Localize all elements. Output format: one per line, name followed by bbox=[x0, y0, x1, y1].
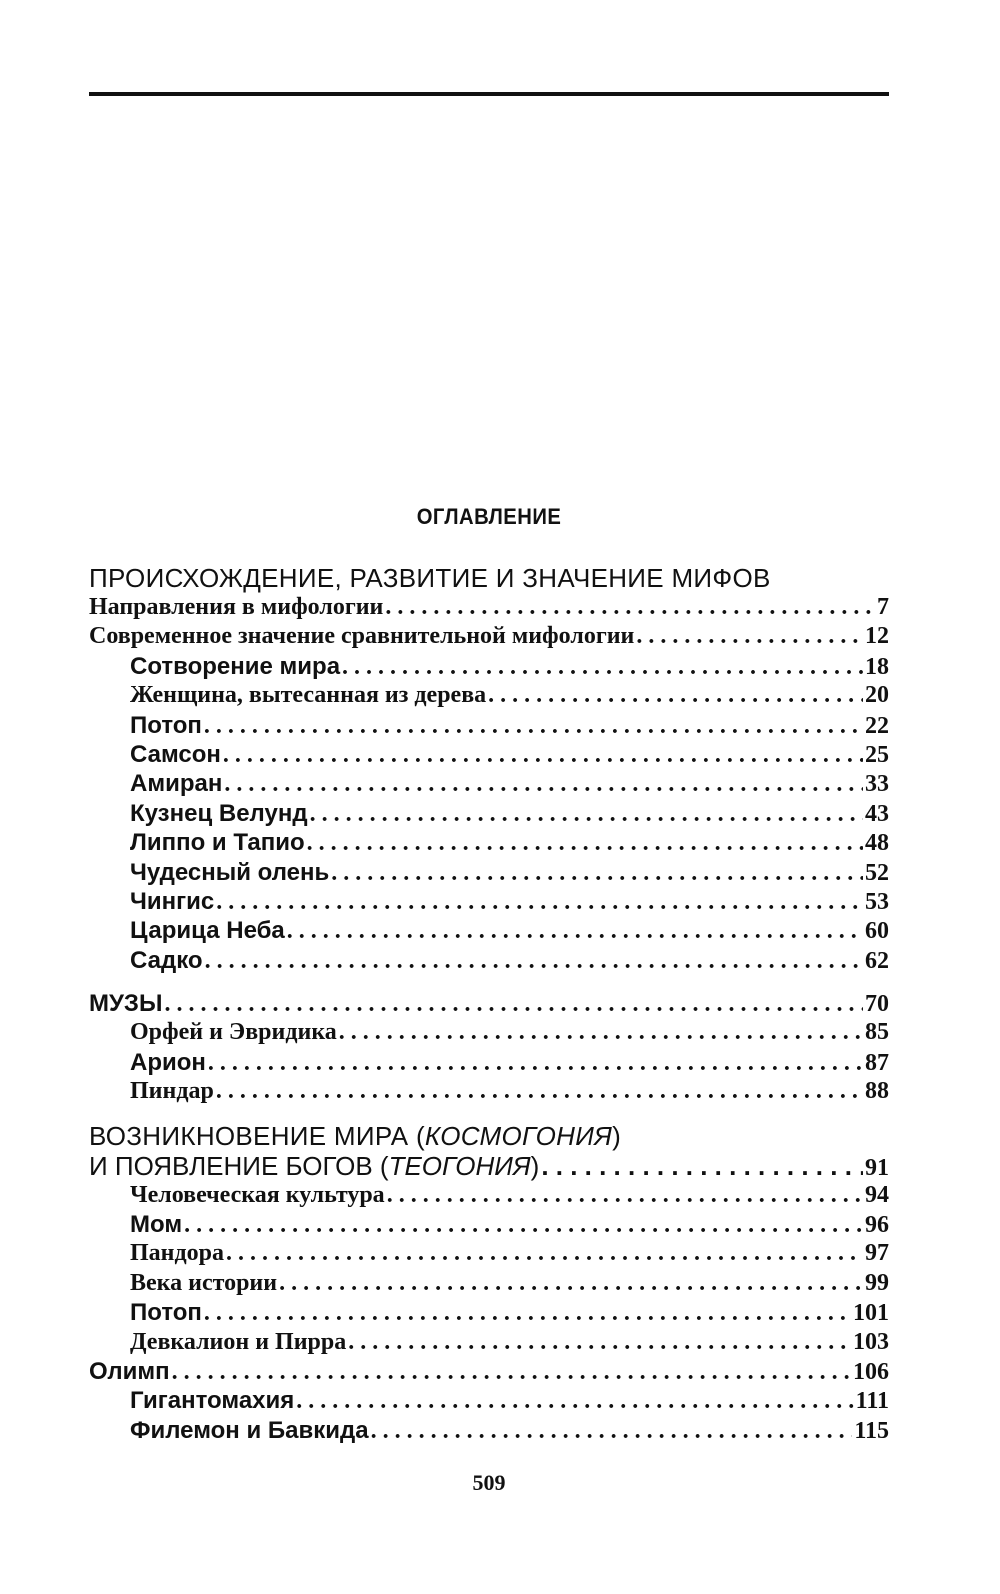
toc-entry-label: Садко bbox=[130, 946, 203, 974]
toc-entry[interactable] bbox=[89, 593, 889, 622]
toc-entry-page: 48 bbox=[865, 830, 889, 857]
toc-entry-page: 88 bbox=[865, 1078, 889, 1105]
toc-entry-page: 85 bbox=[865, 1019, 889, 1046]
toc-entry-label: Самсон bbox=[130, 740, 221, 768]
toc-entry-label: Мом bbox=[130, 1211, 183, 1239]
toc-entry-page: 7 bbox=[877, 594, 889, 620]
toc-entry[interactable] bbox=[89, 1386, 889, 1415]
toc-entry-label: Направления в мифологии bbox=[89, 594, 384, 620]
toc-entry-page: 96 bbox=[865, 1212, 889, 1239]
toc-entry[interactable] bbox=[89, 1181, 889, 1210]
toc-entry-label: Женщина, вытесанная из дерева bbox=[130, 682, 487, 709]
toc-entry[interactable] bbox=[89, 1357, 889, 1386]
toc-entry-label: Липпо и Тапио bbox=[130, 829, 305, 857]
toc-entry[interactable] bbox=[89, 1328, 889, 1357]
leader-dots bbox=[184, 1211, 863, 1240]
leader-dots bbox=[172, 1358, 851, 1387]
toc-entry-label: Кузнец Велунд bbox=[130, 799, 308, 827]
toc-entry-label: Потоп bbox=[130, 711, 202, 739]
leader-dots bbox=[307, 829, 863, 858]
leader-dots bbox=[385, 593, 875, 622]
toc-entry-label: Современное значение сравнительной мифологии bbox=[89, 623, 635, 650]
toc-entry-label: Пиндар bbox=[130, 1078, 214, 1105]
toc-entry-page: 70 bbox=[865, 991, 889, 1018]
toc-entry[interactable] bbox=[89, 858, 889, 887]
toc-entry-page: 60 bbox=[865, 918, 889, 945]
toc-entry-page: 99 bbox=[865, 1269, 889, 1296]
leader-dots bbox=[387, 1181, 863, 1210]
toc-entry-page: 20 bbox=[865, 682, 889, 709]
section-title-cosmogony: ВОЗНИКНОВЕНИЕ МИРА (КОСМОГОНИЯ) bbox=[89, 1120, 622, 1151]
toc-entry-label: Филемон и Бавкида bbox=[130, 1416, 369, 1444]
toc-entry-label: Чингис bbox=[130, 887, 215, 915]
leader-dots bbox=[216, 1077, 863, 1106]
toc-entry-label: Амиран bbox=[130, 770, 223, 798]
leader-dots bbox=[488, 681, 863, 710]
toc-entry[interactable] bbox=[89, 1077, 889, 1106]
toc-entry-page: 94 bbox=[865, 1181, 889, 1208]
table-of-contents bbox=[89, 563, 889, 1445]
toc-entry-page: 111 bbox=[855, 1388, 889, 1415]
toc-entry[interactable] bbox=[89, 622, 889, 651]
toc-entry-label: Человеческая культура bbox=[130, 1181, 385, 1208]
leader-dots bbox=[204, 712, 863, 741]
toc-entry-page: 106 bbox=[853, 1358, 889, 1385]
toc-entry[interactable] bbox=[89, 652, 889, 681]
leader-dots bbox=[296, 1387, 853, 1416]
toc-entry[interactable] bbox=[89, 946, 889, 975]
page-number: 509 bbox=[472, 1470, 506, 1495]
toc-entry-page: 43 bbox=[865, 800, 889, 827]
toc-entry[interactable] bbox=[89, 769, 889, 798]
toc-entry-page: 25 bbox=[865, 741, 889, 768]
leader-dots bbox=[287, 917, 863, 946]
leader-dots bbox=[205, 947, 863, 976]
toc-entry[interactable] bbox=[89, 1018, 889, 1047]
leader-dots bbox=[216, 888, 863, 917]
leader-dots bbox=[339, 1018, 863, 1047]
section-title-origins: ПРОИСХОЖДЕНИЕ, РАЗВИТИЕ И ЗНАЧЕНИЕ МИФОВ bbox=[89, 563, 771, 593]
toc-entry[interactable] bbox=[89, 1048, 889, 1077]
leader-dots bbox=[331, 859, 863, 888]
leader-dots bbox=[348, 1328, 851, 1357]
leader-dots bbox=[342, 653, 863, 682]
toc-entry[interactable] bbox=[89, 887, 889, 916]
toc-entry-page: 53 bbox=[865, 888, 889, 915]
toc-entry[interactable] bbox=[89, 681, 889, 710]
toc-entry-label: МУЗЫ bbox=[89, 990, 163, 1018]
page-title: ОГЛАВЛЕНИЕ bbox=[416, 504, 562, 529]
toc-entry-page: 33 bbox=[865, 771, 889, 798]
toc-entry[interactable] bbox=[89, 1239, 889, 1268]
leader-dots bbox=[279, 1269, 863, 1298]
toc-entry[interactable] bbox=[89, 740, 889, 769]
leader-dots bbox=[371, 1417, 853, 1446]
toc-entry[interactable] bbox=[89, 916, 889, 945]
toc-entry-page: 52 bbox=[865, 859, 889, 886]
toc-entry-label: Девкалион и Пирра bbox=[130, 1328, 347, 1355]
toc-entry-page: 12 bbox=[865, 623, 889, 650]
leader-dots bbox=[208, 1049, 863, 1078]
toc-entry[interactable] bbox=[89, 1416, 889, 1445]
toc-entry[interactable] bbox=[89, 1210, 889, 1239]
toc-entry-label: Орфей и Эвридика bbox=[130, 1019, 337, 1046]
toc-entry-label: Гигантомахия bbox=[130, 1387, 295, 1415]
toc-entry[interactable] bbox=[89, 989, 889, 1018]
toc-entry-label: Олимп bbox=[89, 1357, 170, 1385]
toc-entry-label: Арион bbox=[130, 1048, 206, 1076]
toc-entry-label: Потоп bbox=[130, 1299, 202, 1327]
toc-entry[interactable] bbox=[89, 1298, 889, 1327]
toc-entry-label: Века истории bbox=[130, 1269, 278, 1296]
leader-dots bbox=[541, 1151, 863, 1181]
leader-dots bbox=[223, 741, 863, 770]
leader-dots bbox=[164, 990, 863, 1019]
leader-dots bbox=[224, 770, 863, 799]
toc-entry-page: 18 bbox=[865, 653, 889, 680]
toc-entry-label: Царица Неба bbox=[130, 917, 285, 945]
toc-entry[interactable] bbox=[89, 828, 889, 857]
toc-entry-label: Чудесный олень bbox=[130, 858, 330, 886]
toc-entry-page: 101 bbox=[853, 1300, 889, 1327]
toc-entry[interactable] bbox=[89, 711, 889, 740]
toc-entry[interactable] bbox=[89, 1151, 889, 1181]
leader-dots bbox=[226, 1239, 863, 1268]
section-title-theogony: И ПОЯВЛЕНИЕ БОГОВ (ТЕОГОНИЯ) bbox=[89, 1150, 540, 1181]
toc-entry[interactable] bbox=[89, 1269, 889, 1298]
toc-entry-page: 62 bbox=[865, 947, 889, 974]
toc-entry-page: 22 bbox=[865, 712, 889, 739]
toc-entry-page: 103 bbox=[853, 1328, 889, 1355]
leader-dots bbox=[636, 622, 863, 651]
leader-dots bbox=[310, 800, 863, 829]
top-rule bbox=[89, 92, 889, 96]
toc-entry-page: 115 bbox=[854, 1417, 889, 1444]
toc-entry-page: 91 bbox=[865, 1154, 889, 1181]
toc-entry-page: 97 bbox=[865, 1240, 889, 1267]
leader-dots bbox=[204, 1299, 851, 1328]
toc-entry-label: Сотворение мира bbox=[130, 652, 341, 680]
toc-entry[interactable] bbox=[89, 799, 889, 828]
toc-entry-page: 87 bbox=[865, 1049, 889, 1076]
toc-entry-label: Пандора bbox=[130, 1240, 224, 1267]
